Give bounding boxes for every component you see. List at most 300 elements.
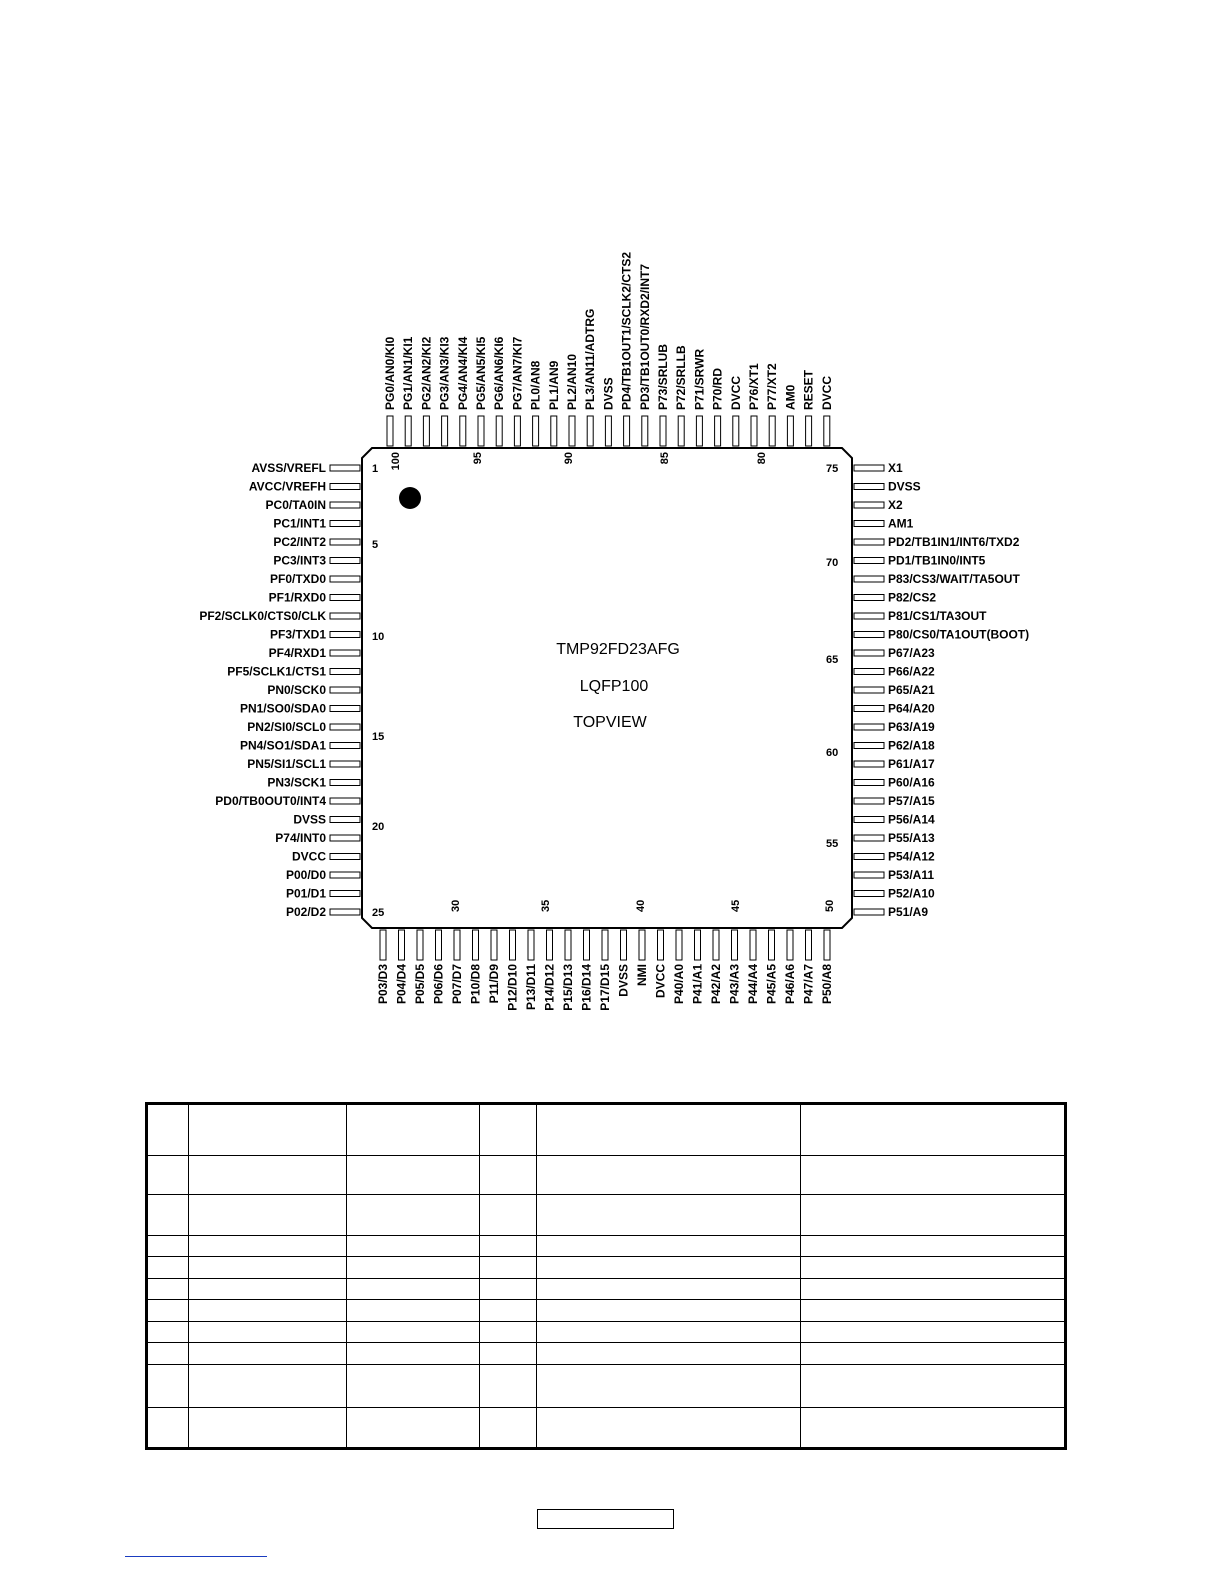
pin-lead-top (678, 416, 684, 446)
table-cell (801, 1278, 1066, 1300)
table-cell (189, 1343, 347, 1365)
table-cell (480, 1364, 537, 1407)
pin-number-left: 15 (372, 731, 385, 743)
pin-label-top: P73/SRLUB (656, 343, 670, 410)
pin-lead-right (854, 872, 884, 878)
pin-lead-left (330, 817, 360, 823)
footer-link-underline (125, 1556, 267, 1557)
table-cell (147, 1104, 189, 1156)
pin-label-bottom: P05/D5 (413, 964, 427, 1005)
pin-lead-right (854, 465, 884, 471)
pin-lead-right (854, 761, 884, 767)
table-row (147, 1343, 1066, 1365)
pin-label-right: P67/A23 (888, 646, 935, 660)
pin-label-top: PG1/AN1/KI1 (401, 336, 416, 410)
pin-label-right: P54/A12 (888, 849, 935, 864)
table-cell (801, 1104, 1066, 1156)
pin-label-left: PF2/SCLK0/CTS0/CLK (199, 609, 326, 623)
pin-label-right: AM1 (888, 516, 914, 531)
pin-label-left: PN2/SI0/SCL0 (247, 720, 326, 734)
pin-label-top: PL1/AN9 (546, 360, 561, 410)
table-cell (147, 1343, 189, 1365)
pin-label-bottom: P16/D14 (579, 964, 594, 1011)
table-cell (480, 1194, 537, 1235)
table-cell (480, 1321, 537, 1343)
pin-label-left: P00/D0 (285, 868, 326, 882)
pin-lead-bottom (824, 930, 830, 960)
pin-lead-top (733, 416, 739, 446)
pin-lead-right (854, 891, 884, 897)
pin-lead-right (854, 743, 884, 749)
pin-lead-top (605, 416, 611, 446)
pin-lead-left (330, 539, 360, 545)
table-cell (480, 1235, 537, 1257)
pin-label-top: P70/RD (710, 367, 725, 410)
pin-number-right: 65 (826, 654, 839, 666)
pin-label-bottom: P11/D9 (487, 964, 501, 1004)
pin-lead-top (514, 416, 520, 446)
pin-number-top: 90 (563, 452, 575, 465)
pin-number-right: 70 (826, 557, 839, 569)
pin-label-top: PG3/AN3/KI3 (437, 336, 452, 410)
pin-lead-left (330, 706, 360, 712)
pin-lead-right (854, 521, 884, 527)
pin-label-left: AVCC/VREFH (248, 479, 326, 494)
table-cell (480, 1278, 537, 1300)
pin-number-bottom: 40 (635, 899, 647, 912)
pin-assignment-table (145, 1102, 1067, 1450)
pin-lead-left (330, 650, 360, 656)
table-cell (189, 1364, 347, 1407)
pin-label-top: P76/XT1 (747, 363, 761, 410)
pin-label-right: P60/A16 (888, 775, 935, 790)
table-cell (189, 1300, 347, 1322)
pin-lead-left (330, 780, 360, 786)
pin-number-bottom: 35 (540, 899, 552, 912)
pin-lead-right (854, 484, 884, 490)
pin-label-top: PG6/AN6/KI6 (492, 336, 507, 410)
pin-lead-right (854, 650, 884, 656)
pin-label-right: PD1/TB1IN0/INT5 (888, 553, 986, 568)
table-cell (537, 1194, 801, 1235)
table-cell (347, 1408, 480, 1449)
pin-lead-right (854, 558, 884, 564)
pin-lead-right (854, 706, 884, 712)
pin-lead-left (330, 465, 360, 471)
table-cell (537, 1104, 801, 1156)
pin-label-bottom: P06/D6 (431, 964, 446, 1005)
table-cell (537, 1257, 801, 1279)
pin-label-left: PF1/RXD0 (268, 590, 326, 605)
pin-lead-right (854, 632, 884, 638)
pin-label-right: P83/CS3/WAIT/TA5OUT (888, 572, 1020, 586)
pin-label-bottom: DVCC (653, 964, 668, 999)
pin-number-left: 1 (372, 463, 379, 475)
pin-lead-top (478, 416, 484, 446)
table-row (147, 1408, 1066, 1449)
pin-label-top: PL2/AN10 (565, 353, 579, 410)
pin-lead-bottom (787, 930, 793, 960)
table-cell (147, 1364, 189, 1407)
pin-label-top: PG5/AN5/KI5 (474, 336, 488, 410)
table-cell (347, 1194, 480, 1235)
pin-lead-top (587, 416, 593, 446)
pin-lead-left (330, 669, 360, 675)
pin-label-bottom: P40/A0 (672, 964, 686, 1005)
table-row (147, 1278, 1066, 1300)
pin1-marker (399, 487, 421, 509)
pin-label-left: PN1/SO0/SDA0 (239, 701, 326, 716)
pin-lead-bottom (658, 930, 664, 960)
pin-lead-left (330, 521, 360, 527)
pin-lead-bottom (732, 930, 738, 960)
pin-label-top: AM0 (783, 384, 798, 410)
pin-label-left: PC0/TA0IN (265, 498, 326, 512)
page-number-box (537, 1509, 674, 1529)
table-cell (480, 1257, 537, 1279)
pin-lead-bottom (399, 930, 405, 960)
pin-lead-right (854, 724, 884, 730)
table-cell (189, 1257, 347, 1279)
pin-lead-top (806, 416, 812, 446)
pin-label-bottom: P43/A3 (727, 964, 742, 1005)
pin-lead-right (854, 854, 884, 860)
pin-label-right: P81/CS1/TA3OUT (888, 609, 987, 623)
pin-number-left: 10 (372, 631, 385, 643)
pin-number-top: 80 (756, 452, 768, 465)
pin-lead-top (787, 416, 793, 446)
table-cell (537, 1321, 801, 1343)
pin-label-top: RESET (801, 369, 816, 410)
pin-label-top: PD4/TB1OUT1/SCLK2/CTS2 (619, 251, 634, 410)
pin-lead-top (751, 416, 757, 446)
pin-lead-top (642, 416, 648, 446)
pin-label-bottom: P41/A1 (690, 964, 705, 1005)
pin-label-right: P52/A10 (888, 886, 935, 901)
pin-lead-top (405, 416, 411, 446)
pin-label-left: PC3/INT3 (273, 553, 326, 568)
pin-lead-bottom (769, 930, 775, 960)
pin-lead-bottom (454, 930, 460, 960)
pin-label-left: PF5/SCLK1/CTS1 (227, 664, 326, 679)
pin-number-right: 75 (826, 463, 839, 475)
pin-label-bottom: NMI (635, 964, 649, 986)
pin-lead-top (569, 416, 575, 446)
pin-lead-top (824, 416, 830, 446)
pin-lead-right (854, 502, 884, 508)
table-cell (537, 1408, 801, 1449)
table-row (147, 1235, 1066, 1257)
pin-lead-right (854, 595, 884, 601)
pin-lead-left (330, 872, 360, 878)
pin-lead-left (330, 891, 360, 897)
pin-label-bottom: P46/A6 (783, 964, 797, 1005)
pin-label-left: PF3/TXD1 (269, 627, 326, 642)
pin-lead-left (330, 576, 360, 582)
pin-label-top: PG4/AN4/KI4 (455, 336, 470, 410)
pin-label-left: PF0/TXD0 (269, 572, 326, 586)
pin-label-right: P82/CS2 (888, 590, 937, 605)
pin-lead-left (330, 687, 360, 693)
pin-lead-right (854, 780, 884, 786)
pin-number-left: 25 (372, 907, 385, 919)
pin-label-right: X2 (888, 498, 903, 512)
pin-lead-bottom (621, 930, 627, 960)
pin-label-bottom: P15/D13 (561, 964, 575, 1011)
pin-lead-bottom (750, 930, 756, 960)
pin-lead-left (330, 724, 360, 730)
pin-label-right: P66/A22 (888, 664, 935, 679)
pin-label-top: PL3/AN11/ADTRG (583, 308, 598, 410)
table-cell (801, 1364, 1066, 1407)
table-cell (347, 1104, 480, 1156)
pin-label-right: PD2/TB1IN1/INT6/TXD2 (888, 535, 1020, 549)
pin-label-right: X1 (888, 461, 903, 475)
pin-number-left: 20 (372, 821, 385, 833)
pin-lead-bottom (695, 930, 701, 960)
pin-label-top: PG2/AN2/KI2 (419, 336, 434, 410)
pin-label-bottom: P45/A5 (764, 964, 779, 1005)
pin-lead-left (330, 595, 360, 601)
pin-number-right: 55 (826, 838, 839, 850)
pin-lead-bottom (510, 930, 516, 960)
pin-lead-left (330, 743, 360, 749)
pin-lead-right (854, 909, 884, 915)
pin-lead-right (854, 539, 884, 545)
pin-label-right: P56/A14 (888, 812, 935, 827)
pin-label-bottom: P07/D7 (450, 964, 464, 1005)
pin-lead-bottom (584, 930, 590, 960)
pin-label-left: PN5/SI1/SCL1 (247, 757, 326, 771)
table-cell (347, 1343, 480, 1365)
table-cell (347, 1364, 480, 1407)
pin-label-top: PD3/TB1OUT0/RXD2/INT7 (637, 263, 652, 410)
table-cell (480, 1104, 537, 1156)
chip-part-number: TMP92FD23AFG (556, 641, 680, 658)
pin-label-right: DVSS (888, 479, 921, 494)
pin-lead-top (551, 416, 557, 446)
pin-label-top: P71/SRWR (692, 348, 707, 410)
pin-lead-top (533, 416, 539, 446)
table-cell (347, 1300, 480, 1322)
table-row (147, 1364, 1066, 1407)
table-row (147, 1194, 1066, 1235)
pin-lead-bottom (436, 930, 442, 960)
pin-number-left: 5 (372, 539, 379, 551)
pin-lead-bottom (565, 930, 571, 960)
table-cell (347, 1321, 480, 1343)
pin-label-left: PN3/SCK1 (267, 775, 326, 790)
pin-lead-bottom (713, 930, 719, 960)
pin-label-bottom: P04/D4 (394, 964, 409, 1005)
table-cell (801, 1408, 1066, 1449)
pin-number-bottom: 30 (450, 899, 462, 912)
bottom-pin-row (376, 930, 834, 1011)
pin-label-bottom: P17/D15 (598, 964, 612, 1011)
table-cell (537, 1278, 801, 1300)
pin-lead-left (330, 798, 360, 804)
pin-lead-left (330, 613, 360, 619)
table-cell (537, 1235, 801, 1257)
table-cell (480, 1300, 537, 1322)
pin-lead-bottom (528, 930, 534, 960)
pin-label-left: PF4/RXD1 (268, 646, 326, 660)
pin-label-right: P61/A17 (888, 757, 935, 771)
pin-lead-left (330, 854, 360, 860)
table-cell (189, 1321, 347, 1343)
pin-number-bottom: 45 (730, 899, 742, 912)
table-cell (480, 1408, 537, 1449)
table-row (147, 1300, 1066, 1322)
table-row (147, 1104, 1066, 1156)
pin-lead-left (330, 502, 360, 508)
table-cell (347, 1257, 480, 1279)
table-cell (480, 1155, 537, 1194)
pin-lead-bottom (602, 930, 608, 960)
pin-label-bottom: P12/D10 (505, 964, 520, 1011)
left-pin-row (199, 461, 360, 919)
pin-lead-left (330, 632, 360, 638)
pin-number-top: 100 (390, 452, 402, 471)
pin-lead-right (854, 576, 884, 582)
pin-label-right: P65/A21 (888, 683, 935, 697)
pin-label-right: P51/A9 (888, 905, 929, 919)
pin-label-bottom: P13/D11 (524, 964, 538, 1011)
pin-lead-bottom (473, 930, 479, 960)
table-row (147, 1155, 1066, 1194)
pin-label-left: P01/D1 (285, 886, 326, 901)
pin-label-bottom: P50/A8 (820, 964, 834, 1005)
pin-lead-top (496, 416, 502, 446)
pin-lead-top (423, 416, 429, 446)
pin-lead-left (330, 558, 360, 564)
pin-lead-right (854, 817, 884, 823)
pin-label-left: P02/D2 (285, 905, 326, 919)
pin-lead-bottom (491, 930, 497, 960)
table-cell (347, 1235, 480, 1257)
table-cell (147, 1321, 189, 1343)
table-cell (189, 1408, 347, 1449)
pin-lead-left (330, 484, 360, 490)
pin-label-right: P62/A18 (888, 738, 935, 753)
table-row (147, 1257, 1066, 1279)
pin-label-left: PN4/SO1/SDA1 (239, 738, 326, 753)
table-cell (189, 1194, 347, 1235)
pin-label-right: P53/A11 (888, 868, 935, 882)
pin-label-left: P74/INT0 (275, 831, 326, 845)
pin-lead-left (330, 909, 360, 915)
pin-number-bottom: 50 (824, 899, 836, 912)
table-cell (347, 1278, 480, 1300)
pin-lead-right (854, 669, 884, 675)
pin-label-left: AVSS/VREFL (251, 461, 326, 475)
table-cell (537, 1364, 801, 1407)
pin-label-bottom: P14/D12 (542, 964, 557, 1011)
pin-label-top: P77/XT2 (765, 363, 780, 410)
pin-label-bottom: P10/D8 (468, 964, 483, 1005)
table-cell (189, 1155, 347, 1194)
table-cell (147, 1408, 189, 1449)
pin-label-top: DVSS (601, 377, 616, 410)
table-cell (147, 1155, 189, 1194)
pin-lead-left (330, 761, 360, 767)
table-cell (801, 1321, 1066, 1343)
pin-label-top: DVCC (819, 375, 834, 410)
pin-lead-bottom (417, 930, 423, 960)
pin-label-left: PC2/INT2 (273, 535, 326, 549)
pin-lead-top (696, 416, 702, 446)
pin-lead-top (387, 416, 393, 446)
pin-lead-right (854, 835, 884, 841)
pin-lead-bottom (676, 930, 682, 960)
pin-label-right: P55/A13 (888, 831, 935, 845)
table-cell (147, 1300, 189, 1322)
pin-lead-top (442, 416, 448, 446)
table-cell (537, 1155, 801, 1194)
table-row (147, 1321, 1066, 1343)
pin-label-left: PN0/SCK0 (267, 683, 326, 697)
pin-label-bottom: P47/A7 (801, 964, 816, 1005)
pin-lead-bottom (806, 930, 812, 960)
pin-lead-top (460, 416, 466, 446)
pin-label-top: PG7/AN7/KI7 (510, 336, 525, 410)
pin-label-right: P57/A15 (888, 794, 935, 808)
table-cell (801, 1343, 1066, 1365)
pin-label-right: P80/CS0/TA1OUT(BOOT) (888, 627, 1030, 642)
table-cell (801, 1235, 1066, 1257)
table-cell (537, 1300, 801, 1322)
right-pin-row (854, 461, 1029, 919)
top-pin-row (383, 252, 834, 446)
table-cell (801, 1300, 1066, 1322)
pin-label-top: PL0/AN8 (528, 360, 543, 410)
pin-lead-top (660, 416, 666, 446)
pin-lead-bottom (380, 930, 386, 960)
pin-lead-right (854, 687, 884, 693)
pin-label-top: DVCC (728, 375, 743, 410)
chip-view: TOPVIEW (573, 714, 647, 731)
pin-label-left: PC1/INT1 (273, 516, 326, 531)
table-cell (189, 1104, 347, 1156)
pin-label-top: PG0/AN0/KI0 (383, 336, 397, 410)
pin-lead-right (854, 613, 884, 619)
table-cell (189, 1278, 347, 1300)
pin-number-top: 95 (472, 452, 484, 465)
pin-lead-right (854, 798, 884, 804)
pin-label-bottom: P42/A2 (709, 964, 723, 1005)
chip-package: LQFP100 (579, 678, 649, 695)
pin-label-top: P72/SRLLB (674, 345, 689, 410)
pin-number-right: 60 (826, 747, 839, 759)
table-cell (801, 1257, 1066, 1279)
pin-lead-bottom (547, 930, 553, 960)
table-cell (801, 1194, 1066, 1235)
pin-label-left: DVCC (291, 849, 326, 864)
pin-label-right: P64/A20 (888, 701, 935, 716)
pin-lead-top (769, 416, 775, 446)
table-cell (147, 1235, 189, 1257)
pin-lead-top (715, 416, 721, 446)
pin-label-bottom: P03/D3 (376, 964, 390, 1005)
table-cell (147, 1278, 189, 1300)
pin-label-left: PD0/TB0OUT0/INT4 (215, 794, 326, 808)
pin-lead-bottom (639, 930, 645, 960)
pin-lead-top (624, 416, 630, 446)
table-cell (480, 1343, 537, 1365)
pin-label-bottom: DVSS (616, 964, 631, 997)
table-cell (347, 1155, 480, 1194)
table-cell (537, 1343, 801, 1365)
